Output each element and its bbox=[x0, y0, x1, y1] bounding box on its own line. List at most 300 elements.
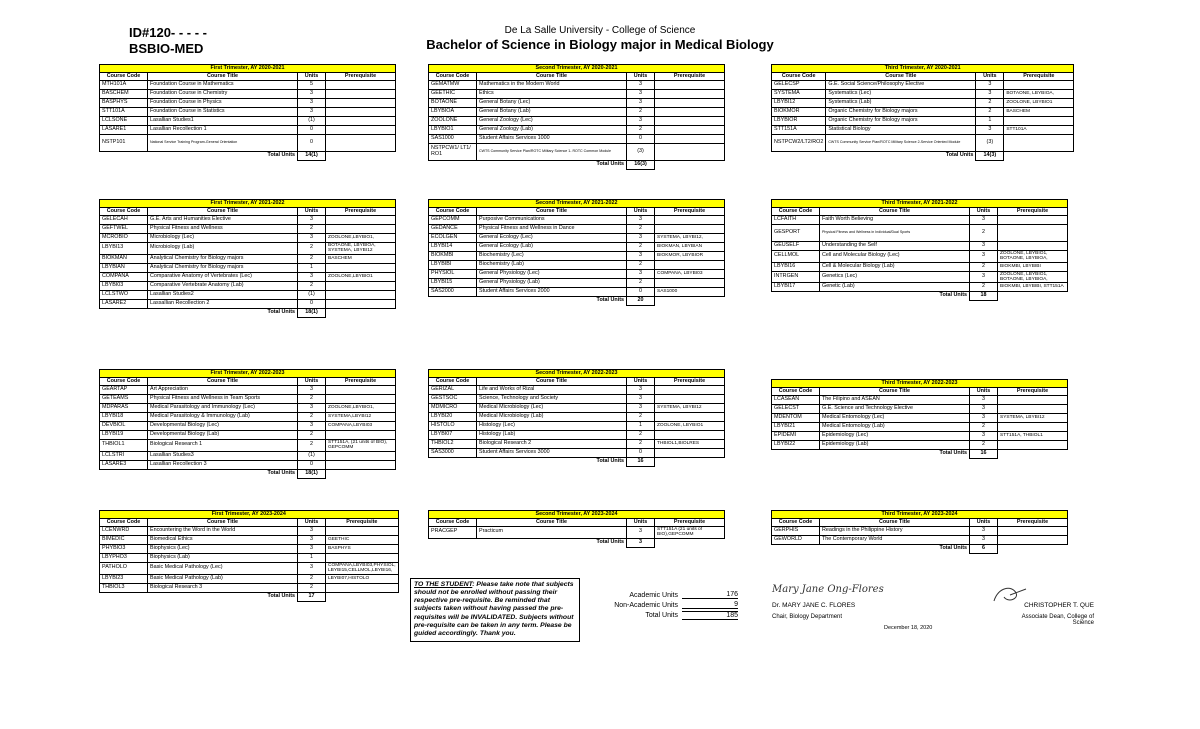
course-units: 3 bbox=[627, 252, 655, 261]
course-prerequisite bbox=[326, 216, 396, 225]
course-code: NSTPCW2/LT2/RO2 bbox=[772, 135, 826, 152]
column-header-code: Course Code bbox=[100, 519, 148, 527]
course-code: SAS2000 bbox=[429, 288, 477, 297]
course-prerequisite bbox=[998, 527, 1068, 536]
course-code: LBYBI23 bbox=[100, 574, 148, 583]
course-title: Biomedical Ethics bbox=[148, 536, 298, 545]
column-header-code: Course Code bbox=[100, 73, 148, 81]
course-units: 2 bbox=[298, 395, 326, 404]
course-prerequisite bbox=[326, 263, 396, 272]
course-code: GERPHIS bbox=[772, 527, 820, 536]
course-title: Comparative Vertebrate Anatomy (Lab) bbox=[148, 281, 298, 290]
course-prerequisite bbox=[326, 117, 396, 126]
spacer bbox=[655, 161, 725, 170]
course-title: Biochemistry (Lec) bbox=[477, 252, 627, 261]
course-row bbox=[429, 288, 725, 297]
course-prerequisite: SAS1000 bbox=[655, 288, 725, 297]
course-title: Developmental Biology (Lec) bbox=[148, 422, 298, 431]
course-row bbox=[429, 422, 725, 431]
course-code: GESTSOC bbox=[429, 395, 477, 404]
course-code: GEARTAP bbox=[100, 386, 148, 395]
course-units: 2 bbox=[627, 126, 655, 135]
column-header-prerequisite: Prerequisite bbox=[655, 519, 725, 527]
course-code: EPIDEMI bbox=[772, 432, 820, 441]
course-row bbox=[100, 404, 396, 413]
course-code: GEFTWEL bbox=[100, 225, 148, 234]
course-row bbox=[100, 422, 396, 431]
course-units: 3 bbox=[298, 386, 326, 395]
course-units: 3 bbox=[627, 404, 655, 413]
course-title: Foundation Course in Chemistry bbox=[148, 90, 298, 99]
column-header-code: Course Code bbox=[772, 73, 826, 81]
spacer bbox=[998, 450, 1068, 459]
course-code: LBYBIAN bbox=[100, 263, 148, 272]
course-prerequisite bbox=[326, 386, 396, 395]
course-prerequisite: COMPANA,LBYBI03 bbox=[326, 422, 396, 431]
column-header-title: Course Title bbox=[477, 73, 627, 81]
course-title: Encountering the Word in the World bbox=[148, 527, 298, 536]
course-code: LBYBI20 bbox=[429, 413, 477, 422]
spacer bbox=[772, 450, 820, 459]
course-title: General Zoology (Lec) bbox=[477, 117, 627, 126]
course-code: LCFAITH bbox=[772, 216, 820, 225]
column-header-units: Units bbox=[970, 388, 998, 396]
program-code: BSBIO-MED bbox=[129, 41, 204, 56]
approval-date: December 18, 2020 bbox=[884, 625, 933, 631]
chair-title: Chair, Biology Department bbox=[772, 614, 843, 620]
course-row bbox=[100, 413, 396, 422]
course-code: LASARE3 bbox=[100, 460, 148, 469]
course-code: LBYBI17 bbox=[772, 283, 820, 292]
column-header-title: Course Title bbox=[477, 519, 627, 527]
course-title: Physical Fitness and Wellness in Dance bbox=[477, 225, 627, 234]
course-title: General Botany (Lec) bbox=[477, 99, 627, 108]
course-row bbox=[100, 386, 396, 395]
course-code: ECOLGEN bbox=[429, 234, 477, 243]
course-title: Biological Research 2 bbox=[477, 440, 627, 449]
course-code: BIOKMBI bbox=[429, 252, 477, 261]
column-header-units: Units bbox=[627, 378, 655, 386]
course-units: 1 bbox=[298, 263, 326, 272]
course-code: LBYBIOR bbox=[772, 117, 826, 126]
course-code: LBYBI12 bbox=[772, 99, 826, 108]
course-title: Microbiology (Lab) bbox=[148, 243, 298, 255]
course-units: (1) bbox=[298, 451, 326, 460]
course-code: LCLSTWO bbox=[100, 290, 148, 299]
course-units: 2 bbox=[970, 441, 998, 450]
spacer bbox=[429, 538, 477, 547]
course-code: GELECSP bbox=[772, 81, 826, 90]
term-table bbox=[99, 64, 396, 161]
term-total-value: 18(1) bbox=[298, 308, 326, 317]
course-prerequisite bbox=[326, 81, 396, 90]
course-prerequisite bbox=[1004, 81, 1074, 90]
course-title: CWTS Community Service Plan/ROTC Military Science 2-Service Oriented Module bbox=[826, 135, 976, 152]
term-total-label: Total Units bbox=[939, 545, 967, 552]
course-row bbox=[100, 281, 396, 290]
course-title: Art Appreciation bbox=[148, 386, 298, 395]
units-summary bbox=[588, 590, 738, 620]
column-header-code: Course Code bbox=[100, 378, 148, 386]
term-total-value: 16 bbox=[627, 458, 655, 467]
course-title: General Physiology (Lec) bbox=[477, 270, 627, 279]
course-code: THBIOL1 bbox=[100, 440, 148, 452]
course-units: 3 bbox=[298, 272, 326, 281]
column-header-units: Units bbox=[298, 73, 326, 81]
academic-units-label: Academic Units bbox=[629, 591, 678, 599]
column-header-title: Course Title bbox=[477, 378, 627, 386]
course-prerequisite: ZOOLONE, LBYBIO1 bbox=[1004, 99, 1074, 108]
course-code: GELECST bbox=[772, 405, 820, 414]
course-row bbox=[772, 242, 1068, 251]
course-title: General Physiology (Lab) bbox=[477, 279, 627, 288]
course-row bbox=[772, 135, 1074, 152]
course-row bbox=[100, 90, 396, 99]
course-prerequisite bbox=[326, 460, 396, 469]
course-title: Student Affairs Services 1000 bbox=[477, 135, 627, 144]
course-title: Medical Microbiology (Lab) bbox=[477, 413, 627, 422]
course-prerequisite bbox=[998, 441, 1068, 450]
course-units: 0 bbox=[298, 126, 326, 135]
course-units: 3 bbox=[970, 432, 998, 441]
course-code: PATHOLO bbox=[100, 563, 148, 575]
course-units: 3 bbox=[298, 99, 326, 108]
course-row bbox=[772, 396, 1068, 405]
course-prerequisite bbox=[655, 386, 725, 395]
course-code: MCROBIO bbox=[100, 234, 148, 243]
course-title: Lasallian Studies3 bbox=[148, 451, 298, 460]
course-units: 1 bbox=[627, 422, 655, 431]
course-row bbox=[100, 554, 399, 563]
course-row bbox=[429, 81, 725, 90]
course-prerequisite: SYSTEMA, LBYBI12 bbox=[655, 404, 725, 413]
term-table bbox=[99, 369, 396, 479]
column-header-prerequisite: Prerequisite bbox=[326, 208, 396, 216]
course-prerequisite: BOTAONE, LBYBIOA, SYSTEMA, LBYBI12 bbox=[326, 243, 396, 255]
course-units: 0 bbox=[627, 288, 655, 297]
course-title: Foundation Course in Mathematics bbox=[148, 81, 298, 90]
course-title: Lasallian Recollection 3 bbox=[148, 460, 298, 469]
course-units: 3 bbox=[298, 234, 326, 243]
course-title: Student Affairs Services 3000 bbox=[477, 449, 627, 458]
course-units: 0 bbox=[627, 135, 655, 144]
course-title: Faith Worth Believing bbox=[820, 216, 970, 225]
course-title: Genetics (Lec) bbox=[820, 271, 970, 283]
course-row bbox=[429, 135, 725, 144]
term-table bbox=[771, 510, 1068, 554]
course-units: 3 bbox=[627, 216, 655, 225]
course-prerequisite bbox=[998, 423, 1068, 432]
term-table bbox=[428, 199, 725, 306]
total-units-label: Total Units bbox=[645, 611, 678, 619]
course-units: (1) bbox=[298, 290, 326, 299]
course-units: 1 bbox=[976, 117, 1004, 126]
course-row bbox=[772, 271, 1068, 283]
course-code: LBYBI19 bbox=[100, 431, 148, 440]
column-header-units: Units bbox=[976, 73, 1004, 81]
course-units: 2 bbox=[627, 225, 655, 234]
course-units: 0 bbox=[627, 449, 655, 458]
program-title: Bachelor of Science in Biology major in Medical Biology bbox=[426, 37, 774, 52]
course-code: SAS3000 bbox=[429, 449, 477, 458]
course-prerequisite: STT101A bbox=[1004, 126, 1074, 135]
column-header-title: Course Title bbox=[820, 519, 970, 527]
course-row bbox=[772, 251, 1068, 263]
course-units: 0 bbox=[298, 299, 326, 308]
course-prerequisite: STT151A, THBIOL1 bbox=[998, 432, 1068, 441]
course-units: (3) bbox=[627, 144, 655, 161]
column-header-title: Course Title bbox=[477, 208, 627, 216]
term-total-label: Total Units bbox=[939, 450, 967, 457]
column-header-title: Course Title bbox=[148, 519, 298, 527]
course-code: BIOKMAN bbox=[100, 254, 148, 263]
course-row bbox=[100, 243, 396, 255]
course-units: 3 bbox=[298, 527, 326, 536]
column-header-units: Units bbox=[627, 208, 655, 216]
spacer bbox=[429, 297, 477, 306]
column-header-code: Course Code bbox=[429, 208, 477, 216]
course-row bbox=[429, 431, 725, 440]
term-title: Second Trimester, AY 2023-2024 bbox=[429, 511, 725, 519]
course-code: LBYBI03 bbox=[100, 281, 148, 290]
term-table bbox=[771, 379, 1068, 459]
course-row bbox=[100, 536, 399, 545]
term-table bbox=[428, 369, 725, 467]
course-row bbox=[429, 279, 725, 288]
course-code: LASARE1 bbox=[100, 126, 148, 135]
course-units: 5 bbox=[298, 81, 326, 90]
course-prerequisite bbox=[326, 431, 396, 440]
term-title: Third Trimester, AY 2020-2021 bbox=[772, 65, 1074, 73]
course-title: Understanding the Self bbox=[820, 242, 970, 251]
course-code: SYSTEMA bbox=[772, 90, 826, 99]
course-prerequisite bbox=[655, 413, 725, 422]
course-row bbox=[100, 460, 396, 469]
course-prerequisite bbox=[655, 117, 725, 126]
course-code: PHYBIO3 bbox=[100, 545, 148, 554]
course-units: 3 bbox=[970, 536, 998, 545]
column-header-prerequisite: Prerequisite bbox=[655, 73, 725, 81]
term-total-value: 18(1) bbox=[298, 469, 326, 478]
course-title: The Filipino and ASEAN bbox=[820, 396, 970, 405]
course-row bbox=[429, 386, 725, 395]
course-prerequisite bbox=[655, 225, 725, 234]
course-title: Analytical Chemistry for Biology majors bbox=[148, 254, 298, 263]
course-code: HISTOLO bbox=[429, 422, 477, 431]
course-prerequisite bbox=[998, 536, 1068, 545]
term-total-label: Total Units bbox=[267, 308, 295, 315]
course-code: LBYBI22 bbox=[772, 441, 820, 450]
course-prerequisite: GEETHIC bbox=[326, 536, 399, 545]
course-units: 0 bbox=[298, 460, 326, 469]
course-title: General Ecology (Lec) bbox=[477, 234, 627, 243]
course-prerequisite: BIOKMOR, LBYBIOR bbox=[655, 252, 725, 261]
course-code: GEUSELF bbox=[772, 242, 820, 251]
course-prerequisite bbox=[998, 396, 1068, 405]
course-title: Basic Medical Pathology (Lec) bbox=[148, 563, 298, 575]
course-prerequisite bbox=[655, 144, 725, 161]
dean-signatory bbox=[1000, 602, 1094, 626]
term-total-label: Total Units bbox=[939, 292, 967, 299]
column-header-prerequisite: Prerequisite bbox=[998, 519, 1068, 527]
course-prerequisite bbox=[998, 216, 1068, 225]
course-units: 3 bbox=[970, 414, 998, 423]
course-title: Ethics bbox=[477, 90, 627, 99]
course-title: Lasallian Recollection 1 bbox=[148, 126, 298, 135]
course-row bbox=[772, 283, 1068, 292]
course-prerequisite bbox=[326, 395, 396, 404]
course-row bbox=[429, 117, 725, 126]
term-total-value: 18 bbox=[970, 292, 998, 301]
course-units: 2 bbox=[298, 254, 326, 263]
course-row bbox=[100, 225, 396, 234]
course-code: LASARE2 bbox=[100, 299, 148, 308]
course-row bbox=[100, 431, 396, 440]
spacer bbox=[1004, 152, 1074, 161]
course-row bbox=[100, 451, 396, 460]
course-title: Medical Microbiology (Lec) bbox=[477, 404, 627, 413]
column-header-title: Course Title bbox=[148, 208, 298, 216]
course-code: GEETHIC bbox=[429, 90, 477, 99]
course-row bbox=[772, 126, 1074, 135]
course-title: Biophysics (Lab) bbox=[148, 554, 298, 563]
course-units: 3 bbox=[298, 108, 326, 117]
course-title: Systematics (Lab) bbox=[826, 99, 976, 108]
course-title: Lasallian Studies2 bbox=[148, 290, 298, 299]
spacer bbox=[326, 469, 396, 478]
course-title: General Botany (Lab) bbox=[477, 108, 627, 117]
course-prerequisite bbox=[1004, 135, 1074, 152]
course-title: Student Affairs Services 2000 bbox=[477, 288, 627, 297]
course-row bbox=[100, 563, 399, 575]
course-title: Statistical Biology bbox=[826, 126, 976, 135]
course-code: GEDANCE bbox=[429, 225, 477, 234]
course-row bbox=[100, 81, 396, 90]
course-title: G.E. Arts and Humanities Elective bbox=[148, 216, 298, 225]
course-prerequisite: SYSTEMA,LBYBI12 bbox=[326, 413, 396, 422]
term-title: Second Trimester, AY 2022-2023 bbox=[429, 370, 725, 378]
course-code: LCENWRD bbox=[100, 527, 148, 536]
course-row bbox=[772, 536, 1068, 545]
course-prerequisite: STT151A (21 units of BIO),GEPCOMM bbox=[655, 527, 725, 539]
column-header-title: Course Title bbox=[826, 73, 976, 81]
course-prerequisite: LBYBI07,HISTOLO bbox=[326, 574, 399, 583]
total-units-value: 185 bbox=[682, 611, 738, 620]
academic-units-value: 176 bbox=[682, 591, 738, 599]
course-prerequisite bbox=[655, 431, 725, 440]
course-units: 2 bbox=[627, 413, 655, 422]
course-units: 3 bbox=[627, 395, 655, 404]
column-header-title: Course Title bbox=[148, 378, 298, 386]
course-row bbox=[772, 216, 1068, 225]
course-units: 3 bbox=[970, 527, 998, 536]
course-prerequisite bbox=[655, 395, 725, 404]
course-code: NSTP101 bbox=[100, 135, 148, 152]
spacer bbox=[429, 161, 477, 170]
course-code: THBIOL3 bbox=[100, 583, 148, 592]
course-title: Mathematics in the Modern World bbox=[477, 81, 627, 90]
course-units: 2 bbox=[627, 440, 655, 449]
term-total-label: Total Units bbox=[596, 458, 624, 465]
term-total-label: Total Units bbox=[267, 152, 295, 159]
course-row bbox=[429, 449, 725, 458]
course-prerequisite bbox=[655, 261, 725, 270]
course-row bbox=[772, 117, 1074, 126]
course-prerequisite bbox=[326, 135, 396, 152]
course-units: 3 bbox=[970, 251, 998, 263]
course-prerequisite bbox=[326, 126, 396, 135]
course-units: 2 bbox=[627, 279, 655, 288]
course-row bbox=[100, 254, 396, 263]
term-title: Second Trimester, AY 2021-2022 bbox=[429, 200, 725, 208]
course-code: PHYSIOL bbox=[429, 270, 477, 279]
column-header-code: Course Code bbox=[100, 208, 148, 216]
course-units: 2 bbox=[970, 283, 998, 292]
term-title: First Trimester, AY 2020-2021 bbox=[100, 65, 396, 73]
course-prerequisite bbox=[655, 81, 725, 90]
course-title: Organic Chemistry for Biology majors bbox=[826, 108, 976, 117]
course-title: Biological Research 1 bbox=[148, 440, 298, 452]
course-units: 3 bbox=[970, 216, 998, 225]
course-code: LBYBIO1 bbox=[429, 126, 477, 135]
course-row bbox=[429, 404, 725, 413]
term-total-label: Total Units bbox=[267, 592, 295, 599]
course-units: 3 bbox=[627, 527, 655, 539]
course-code: LBYBI21 bbox=[772, 423, 820, 432]
course-row bbox=[429, 216, 725, 225]
term-title: Third Trimester, AY 2023-2024 bbox=[772, 511, 1068, 519]
spacer bbox=[772, 152, 826, 161]
course-row bbox=[772, 423, 1068, 432]
column-header-prerequisite: Prerequisite bbox=[326, 73, 396, 81]
course-units: 3 bbox=[970, 242, 998, 251]
term-total-label: Total Units bbox=[267, 469, 295, 476]
term-table bbox=[99, 199, 396, 318]
course-code: LCASEAN bbox=[772, 396, 820, 405]
term-total-value: 17 bbox=[298, 592, 326, 601]
course-title: Lassallian Recollection 2 bbox=[148, 299, 298, 308]
term-title: First Trimester, AY 2022-2023 bbox=[100, 370, 396, 378]
course-row bbox=[772, 262, 1068, 271]
course-title: Biological Research 3 bbox=[148, 583, 298, 592]
course-row bbox=[100, 126, 396, 135]
course-title: Physical Fitness and Wellness in Team Sports bbox=[148, 395, 298, 404]
course-title: Medical Parasitology & Immunology (Lab) bbox=[148, 413, 298, 422]
course-prerequisite: COMPANA,LBYBI03,PHYSIOL, LBYBI15,CELLMOL,LBYBI16, bbox=[326, 563, 399, 575]
course-title: Cell and Molecular Biology (Lec) bbox=[820, 251, 970, 263]
term-table bbox=[99, 510, 399, 602]
nonacademic-units-value: 9 bbox=[682, 601, 738, 609]
course-units: 3 bbox=[627, 90, 655, 99]
course-title: Cell & Molecular Biology (Lab) bbox=[820, 262, 970, 271]
course-code: GEWORLD bbox=[772, 536, 820, 545]
course-title: General Ecology (Lab) bbox=[477, 243, 627, 252]
course-code: LBYBI18 bbox=[100, 413, 148, 422]
course-row bbox=[100, 99, 396, 108]
course-prerequisite bbox=[998, 242, 1068, 251]
course-row bbox=[772, 432, 1068, 441]
course-title: Histology (Lec) bbox=[477, 422, 627, 431]
course-units: 3 bbox=[970, 396, 998, 405]
spacer bbox=[655, 458, 725, 467]
course-row bbox=[772, 225, 1068, 242]
course-units: 2 bbox=[970, 225, 998, 242]
spacer bbox=[326, 152, 396, 161]
course-prerequisite: ZOOLONE, LBYBIO1, BOTAONE, LBYBIOA, bbox=[998, 251, 1068, 263]
course-prerequisite bbox=[655, 108, 725, 117]
course-units: 2 bbox=[298, 413, 326, 422]
course-prerequisite bbox=[655, 449, 725, 458]
